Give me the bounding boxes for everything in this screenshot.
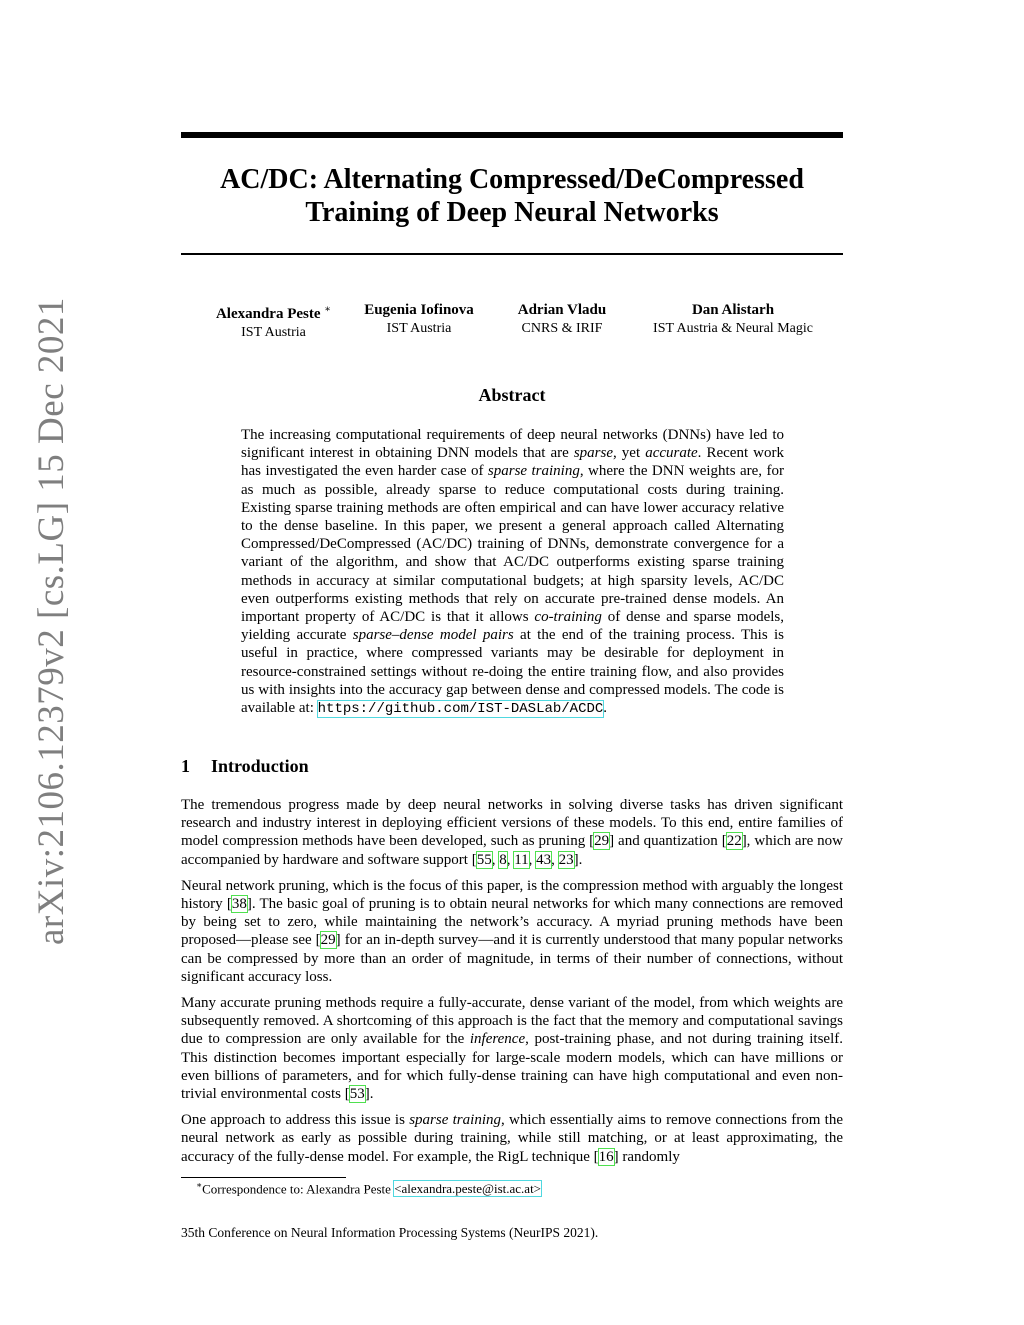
citation-link[interactable]: 29 (320, 932, 336, 949)
footnote-mark: ∗ (196, 1180, 203, 1190)
title-top-rule (181, 132, 843, 138)
citation-link[interactable]: 43 (536, 851, 552, 868)
title-bottom-rule (181, 253, 843, 255)
introduction-body (181, 796, 843, 1174)
author-block (349, 300, 489, 338)
citation-link[interactable]: 22 (726, 833, 742, 850)
author-affiliation: IST Austria (241, 325, 306, 340)
author-name: Adrian Vladu (517, 302, 607, 318)
code-url-link[interactable]: https://github.com/IST-DASLab/ACDC (317, 701, 604, 718)
emphasis: inference (469, 1031, 526, 1048)
emphasis: co-training (534, 609, 602, 626)
arxiv-identifier: arXiv:2106.12379v2 [cs.LG] 15 Dec 2021 (31, 297, 72, 945)
citation-link[interactable]: 23 (558, 851, 574, 868)
emphasis: sparse (573, 445, 613, 462)
emphasis: sparse–dense model pairs (352, 627, 514, 644)
title-line-1: AC/DC: Alternating Compressed/DeCompressed (220, 164, 804, 195)
citation-link[interactable]: 16 (598, 1148, 614, 1165)
abstract-text: The increasing computational requirements of deep neural networks (DNNs) have led to significant interest in obtaining DNN models that are sparse, yet accurate. Recent work has investigated the even harder case of sparse training, where the DNN weights are, for as much as possible, already sparse to reduce computational costs during training. Existing sparse training methods are often empirical and can have lower accuracy relative to the dense baseline. In this paper, we present a general approach called Alternating Compressed/DeCompressed (AC/DC) training of DNNs, demonstrate convergence for a variant of the algorithm, and show that AC/DC outperforms existing sparse training methods in accuracy at similar computational budgets; at high sparsity levels, AC/DC even outperforms existing methods that rely on accurate pre-trained dense models. An important property of AC/DC is that it allows co-training of dense and sparse models, yielding accurate sparse–dense model pairs at the end of the training process. This is useful in practice, where compressed variants may be desirable for deployment in resource-constrained settings without re-doing the entire training flow, and also provides us with insights into the accuracy gap between dense and compressed models. The code is available at: https://github.com/IST-DASLab/ACDC. (241, 427, 784, 718)
section-title: Introduction (211, 756, 309, 776)
paragraph: The tremendous progress made by deep neural networks in solving diverse tasks has driven significant research and industry interest in deploying efficient versions of these models. To this end, entire families of model compression methods have been developed, such as pruning [29] and quantization [22], which are now accompanied by hardware and software support [55, 8, 11, 43, 23]. (181, 797, 844, 868)
citation-link[interactable]: 29 (594, 833, 610, 850)
author-name: Dan Alistarh (691, 302, 775, 318)
author-footnote-mark[interactable]: ∗ (324, 304, 332, 315)
author-affiliation: CNRS & IRIF (521, 321, 603, 336)
paragraph: One approach to address this issue is sparse training, which essentially aims to remove connections from the neural network as early as possible during training, while still matching, or at least approximating, the accuracy of the fully-dense model. For example, the RigL technique [16] randomly (181, 1112, 843, 1165)
section-heading (181, 756, 309, 777)
author-name: Eugenia Iofinova (364, 302, 474, 318)
author-block (641, 300, 825, 338)
author-affiliation: IST Austria & Neural Magic (653, 321, 813, 336)
footnote-text: Correspondence to: Alexandra Peste (202, 1181, 395, 1197)
email-link[interactable]: <alexandra.peste@ist.ac.at> (394, 1181, 542, 1197)
conference-venue: 35th Conference on Neural Information Processing Systems (NeurIPS 2021). (181, 1225, 599, 1240)
author-block (499, 300, 625, 338)
author-block (196, 300, 351, 342)
citation-link[interactable]: 55 (476, 851, 492, 868)
footnote (196, 1180, 541, 1197)
emphasis: sparse training (409, 1112, 501, 1129)
citation-link[interactable]: 53 (349, 1086, 365, 1103)
paper-title (181, 163, 843, 229)
paragraph: Many accurate pruning methods require a fully-accurate, dense variant of the model, from which weights are subsequently removed. A shortcoming of this approach is the fact that the memory and computational savings due to compression are only available for the inference, post-training phase, and not during training itself. This distinction becomes important especially for large-scale modern models, which can have millions or even billions of parameters, and for which fully-dense training can have high computational and even non-trivial environmental costs [53]. (181, 995, 843, 1103)
citation-link[interactable]: 11 (514, 851, 529, 868)
author-name: Alexandra Peste (215, 306, 321, 322)
author-affiliation: IST Austria (386, 321, 452, 336)
title-line-2: Training of Deep Neural Networks (305, 197, 719, 228)
citation-link[interactable]: 38 (231, 896, 247, 913)
footnote-rule (181, 1177, 346, 1178)
citation-link[interactable]: 8 (499, 851, 507, 868)
abstract-heading: Abstract (478, 385, 546, 405)
section-number: 1 (181, 756, 190, 776)
emphasis: sparse training (487, 463, 580, 480)
paragraph: Neural network pruning, which is the focus of this paper, is the compression method with arguably the longest history [38]. The basic goal of pruning is to obtain neural networks for which many connections are removed by being set to zero, while maintaining the network’s accuracy. A myriad pruning methods have been proposed—please see [29] for an in-depth survey—and it is currently understood that many popular networks can be compressed by more than an order of magnitude, in terms of their number of connections, without significant accuracy loss. (181, 877, 843, 985)
emphasis: accurate (645, 445, 698, 462)
